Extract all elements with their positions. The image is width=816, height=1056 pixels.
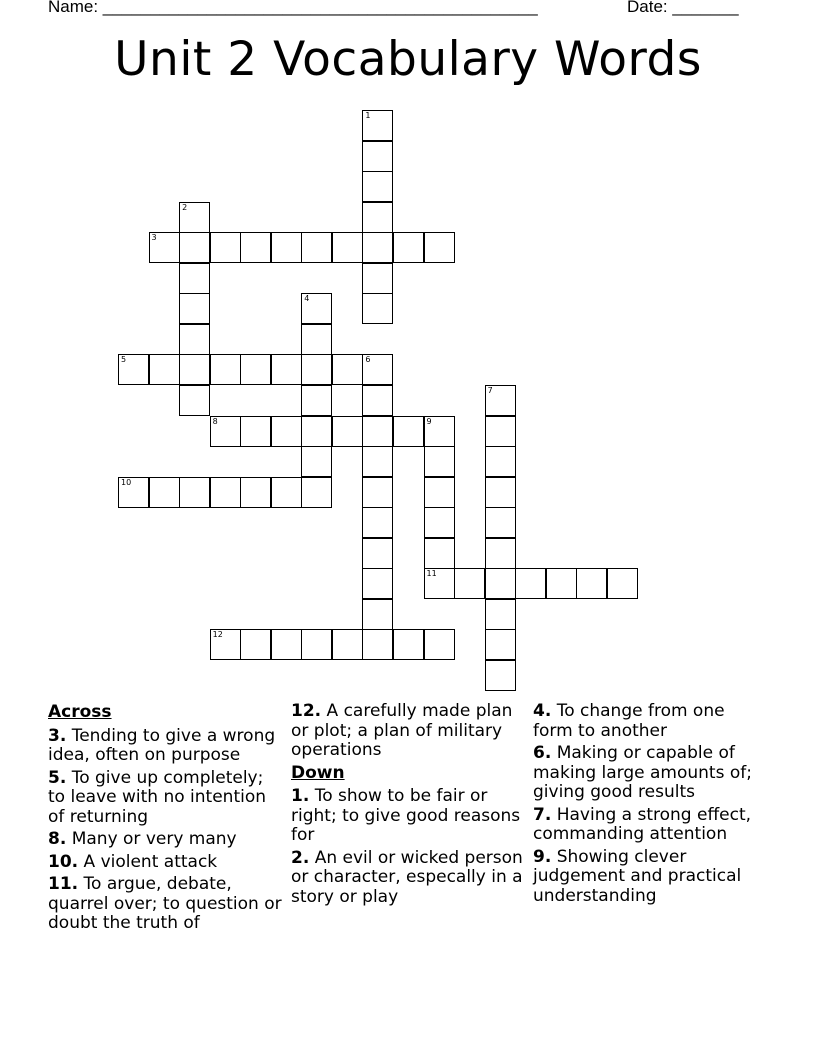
grid-cell[interactable] <box>454 568 485 599</box>
clue-number: 8. <box>48 829 67 849</box>
clue-down-9 <box>533 848 769 907</box>
grid-cell[interactable] <box>485 507 516 538</box>
grid-cell[interactable] <box>271 416 302 447</box>
grid-cell[interactable] <box>393 232 424 263</box>
grid-cell[interactable] <box>362 202 393 233</box>
grid-cell[interactable] <box>210 629 241 660</box>
clue-text: Tending to give a wrong idea, often on purpose <box>48 725 276 765</box>
grid-cell[interactable] <box>118 354 149 385</box>
grid-cell[interactable] <box>485 538 516 569</box>
clue-text: Making or capable of making large amounts of; giving good results <box>533 743 752 802</box>
grid-cell[interactable] <box>149 232 180 263</box>
grid-cell[interactable] <box>424 232 455 263</box>
grid-cell[interactable] <box>424 446 455 477</box>
cell-number: 3 <box>151 233 157 243</box>
grid-cell[interactable] <box>179 477 210 508</box>
clue-number: 6. <box>533 743 552 763</box>
grid-cell[interactable] <box>301 477 332 508</box>
clue-number: 1. <box>291 786 310 806</box>
grid-cell[interactable] <box>485 416 516 447</box>
grid-cell[interactable] <box>607 568 638 599</box>
grid-cell[interactable] <box>240 477 271 508</box>
clue-text: An evil or wicked person or character, especally in a story or play <box>291 847 523 907</box>
clues-column-2 <box>291 702 527 910</box>
grid-cell[interactable] <box>179 232 210 263</box>
clue-text: Having a strong effect, commanding attention <box>533 804 752 844</box>
clue-text: To give up completely; to leave with no intention of returning <box>48 767 267 827</box>
grid-cell[interactable] <box>149 477 180 508</box>
grid-cell[interactable] <box>362 599 393 630</box>
grid-cell[interactable] <box>424 568 455 599</box>
clue-text: To show to be fair or right; to give good reasons for <box>291 786 521 845</box>
grid-cell[interactable] <box>393 629 424 660</box>
grid-cell[interactable] <box>362 110 393 141</box>
grid-cell[interactable] <box>362 568 393 599</box>
clues-column-1 <box>48 702 284 937</box>
grid-cell[interactable] <box>424 507 455 538</box>
grid-cell[interactable] <box>362 477 393 508</box>
grid-cell[interactable] <box>362 293 393 324</box>
grid-cell[interactable] <box>301 354 332 385</box>
clue-across-12 <box>291 702 527 761</box>
cell-number: 5 <box>121 355 127 365</box>
grid-cell[interactable] <box>485 477 516 508</box>
grid-cell[interactable] <box>362 538 393 569</box>
cell-number: 11 <box>426 569 437 579</box>
clue-text: To change from one form to another <box>533 701 725 741</box>
clue-down-6 <box>533 744 769 803</box>
clue-down-2 <box>291 849 527 908</box>
grid-cell[interactable] <box>240 354 271 385</box>
grid-cell[interactable] <box>362 629 393 660</box>
grid-cell[interactable] <box>362 171 393 202</box>
grid-cell[interactable] <box>271 477 302 508</box>
grid-cell[interactable] <box>332 354 363 385</box>
clue-number: 9. <box>533 846 552 867</box>
cell-number: 7 <box>487 385 493 395</box>
clue-number: 7. <box>533 804 552 825</box>
clue-text: To argue, debate, quarrel over; to question or doubt the truth of <box>48 874 282 933</box>
grid-cell[interactable] <box>179 385 210 416</box>
cell-number: 9 <box>426 416 432 426</box>
page-title: Unit 2 Vocabulary Words <box>114 32 702 87</box>
grid-cell[interactable] <box>301 629 332 660</box>
grid-cell[interactable] <box>179 263 210 294</box>
grid-cell[interactable] <box>485 446 516 477</box>
grid-cell[interactable] <box>362 446 393 477</box>
clue-down-1 <box>291 787 527 846</box>
cell-number: 6 <box>365 355 371 365</box>
grid-cell[interactable] <box>271 354 302 385</box>
clue-down-4 <box>533 702 769 741</box>
grid-cell[interactable] <box>301 232 332 263</box>
grid-cell[interactable] <box>485 599 516 630</box>
grid-cell[interactable] <box>240 629 271 660</box>
grid-cell[interactable] <box>210 232 241 263</box>
cell-number: 2 <box>182 202 188 212</box>
grid-cell[interactable] <box>424 416 455 447</box>
down-heading: Down <box>291 762 345 783</box>
grid-cell[interactable] <box>210 416 241 447</box>
grid-cell[interactable] <box>271 629 302 660</box>
across-heading: Across <box>48 702 112 722</box>
clue-down-7 <box>533 806 769 845</box>
grid-cell[interactable] <box>424 477 455 508</box>
grid-cell[interactable] <box>424 629 455 660</box>
grid-cell[interactable] <box>179 293 210 324</box>
clue-number: 11. <box>48 874 79 894</box>
clue-across-11 <box>48 875 284 934</box>
grid-cell[interactable] <box>485 385 516 416</box>
clue-across-3 <box>48 727 284 766</box>
clue-text: A violent attack <box>83 851 218 872</box>
grid-cell[interactable] <box>362 141 393 172</box>
clue-number: 3. <box>48 725 67 746</box>
grid-cell[interactable] <box>362 385 393 416</box>
grid-cell[interactable] <box>118 477 149 508</box>
clue-across-5 <box>48 769 284 828</box>
grid-cell[interactable] <box>515 568 546 599</box>
date-line[interactable]: Date: _______ <box>627 0 739 16</box>
clue-number: 4. <box>533 701 552 721</box>
clue-number: 5. <box>48 767 67 788</box>
grid-cell[interactable] <box>393 416 424 447</box>
clue-number: 12. <box>291 701 322 721</box>
grid-cell[interactable] <box>362 232 393 263</box>
cell-number: 12 <box>212 630 223 640</box>
grid-cell[interactable] <box>210 477 241 508</box>
clue-text: Showing clever judgement and practical understanding <box>533 846 742 906</box>
grid-cell[interactable] <box>362 354 393 385</box>
cell-number: 8 <box>212 416 218 426</box>
cell-number: 10 <box>121 477 132 487</box>
grid-cell[interactable] <box>301 293 332 324</box>
grid-cell[interactable] <box>485 629 516 660</box>
cell-number: 1 <box>365 111 371 120</box>
name-line[interactable]: Name: ______________________________________________ <box>48 0 538 16</box>
grid-cell[interactable] <box>332 416 363 447</box>
grid-cell[interactable] <box>485 660 516 691</box>
grid-cell[interactable] <box>210 354 241 385</box>
clue-number: 2. <box>291 847 310 868</box>
clue-across-10 <box>48 853 284 873</box>
grid-cell[interactable] <box>301 416 332 447</box>
grid-cell[interactable] <box>362 263 393 294</box>
grid-cell[interactable] <box>332 629 363 660</box>
clue-text: Many or very many <box>71 829 237 849</box>
cell-number: 4 <box>304 294 310 304</box>
grid-cell[interactable] <box>424 538 455 569</box>
grid-cell[interactable] <box>271 232 302 263</box>
grid-cell[interactable] <box>240 416 271 447</box>
grid-cell[interactable] <box>179 324 210 355</box>
grid-cell[interactable] <box>301 385 332 416</box>
grid-cell[interactable] <box>362 507 393 538</box>
grid-cell[interactable] <box>149 354 180 385</box>
grid-cell[interactable] <box>362 416 393 447</box>
grid-cell[interactable] <box>485 568 516 599</box>
grid-cell[interactable] <box>179 354 210 385</box>
grid-cell[interactable] <box>332 232 363 263</box>
grid-cell[interactable] <box>301 446 332 477</box>
clues-column-3 <box>533 702 769 909</box>
grid-cell[interactable] <box>301 324 332 355</box>
grid-cell[interactable] <box>179 202 210 233</box>
grid-cell[interactable] <box>546 568 577 599</box>
grid-cell[interactable] <box>240 232 271 263</box>
grid-cell[interactable] <box>576 568 607 599</box>
clue-across-8 <box>48 830 284 850</box>
clue-number: 10. <box>48 851 79 872</box>
clue-text: A carefully made plan or plot; a plan of military operations <box>291 701 513 760</box>
